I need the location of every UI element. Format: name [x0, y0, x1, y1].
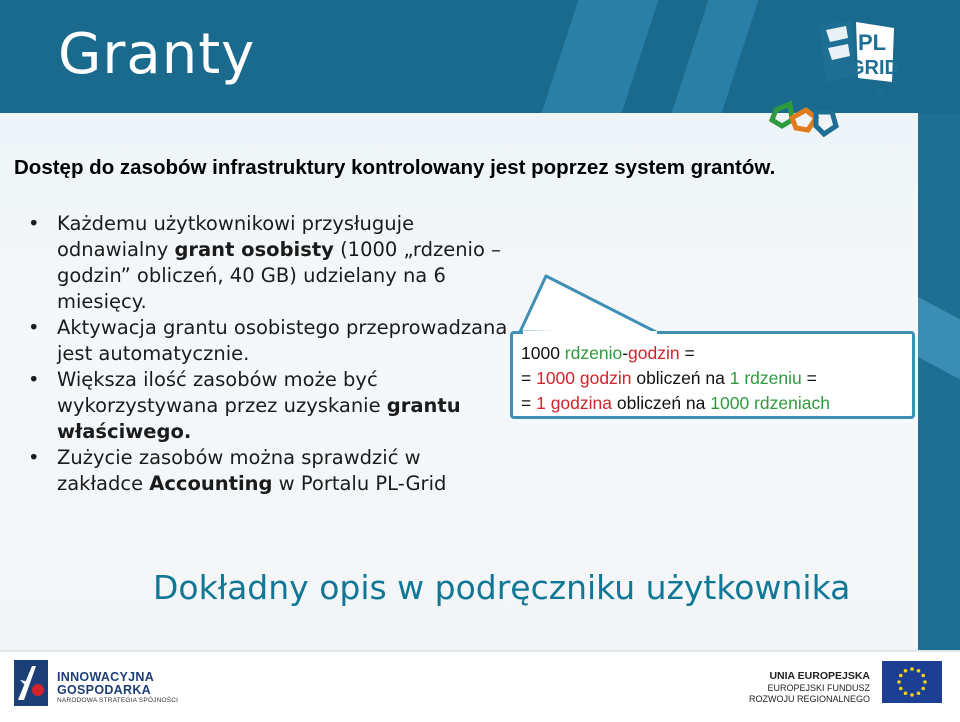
- footer-right-line3: ROZWOJU REGIONALNEGO: [748, 694, 870, 704]
- plgrid-logo-pl: PL: [857, 30, 887, 55]
- text-run: Większa ilość zasobów może być wykorzystywana przez uzyskanie: [57, 368, 387, 417]
- eu-star-icon: [899, 674, 903, 678]
- eu-star-icon: [904, 669, 908, 673]
- eu-star-icon: [921, 674, 925, 678]
- text-run: rdzenio: [564, 343, 623, 363]
- eu-star-icon: [917, 669, 921, 673]
- callout-seam: [523, 331, 657, 335]
- text-run: -: [622, 343, 629, 363]
- footer-right-line1: UNIA EUROPEJSKA: [769, 670, 870, 682]
- bullet-dot-icon: •: [28, 446, 40, 469]
- bullet-item: [22, 315, 512, 367]
- text-run: 1000 godzin: [536, 368, 632, 388]
- text-run: Accounting: [149, 472, 273, 495]
- text-run: 1000: [521, 343, 565, 363]
- eu-flag-icon: [882, 661, 942, 703]
- bullet-item: [22, 445, 512, 497]
- bullet-dot-icon: •: [28, 316, 40, 339]
- eu-star-icon: [921, 687, 925, 691]
- eu-star-icon: [910, 693, 914, 697]
- plgrid-logo: [812, 16, 902, 100]
- callout-line: [521, 366, 904, 391]
- eu-star-icon: [897, 680, 901, 684]
- side-band: [918, 113, 960, 650]
- intro-text: Dostęp do zasobów infrastruktury kontrolowany jest poprzez system grantów.: [14, 156, 776, 179]
- header-stripe: [542, 0, 659, 113]
- footer-left-line2: GOSPODARKA: [57, 683, 151, 697]
- eu-star-icon: [923, 680, 927, 684]
- text-run: grant osobisty: [174, 238, 334, 261]
- bullet-text: [57, 446, 446, 495]
- manual-link[interactable]: Dokładny opis w podręczniku użytkownika: [153, 568, 851, 607]
- bullet-text: [57, 212, 501, 313]
- callout-box: [510, 331, 915, 419]
- bullet-text: [57, 316, 507, 365]
- callout-line: [521, 391, 904, 416]
- text-run: 1 rdzeniu: [729, 368, 802, 388]
- text-run: (1000 „rdzenio – godzin” obliczeń, 40 GB) udzielany na 6 miesięcy.: [57, 238, 501, 313]
- text-run: =: [679, 343, 695, 363]
- text-run: Każdemu użytkownikowi przysługuje odnawialny: [57, 212, 415, 261]
- text-run: grantu właściwego.: [57, 394, 461, 443]
- bullet-dot-icon: •: [28, 368, 40, 391]
- bullet-item: [22, 367, 512, 445]
- qcg-logo-text: QCG: [803, 142, 807, 143]
- text-run: godzin: [628, 343, 680, 363]
- eu-star-icon: [899, 687, 903, 691]
- eu-star-icon: [904, 691, 908, 695]
- bullet-text: [57, 368, 461, 443]
- plgrid-logo-plus: +: [875, 83, 885, 99]
- text-run: =: [521, 393, 537, 413]
- qcg-logo: [768, 98, 842, 144]
- plgrid-logo-grid: GRID: [849, 57, 899, 79]
- text-run: obliczeń na: [631, 368, 730, 388]
- header-stripe: [672, 0, 759, 113]
- text-run: Aktywacja grantu osobistego przeprowadzana jest automatycznie.: [57, 316, 508, 365]
- bullet-item: [22, 211, 512, 315]
- page-title: Granty: [58, 22, 256, 87]
- text-run: Zużycie zasobów można sprawdzić w zakładce: [57, 446, 421, 495]
- text-run: 1 godzina: [536, 393, 612, 413]
- text-run: w Portalu PL-Grid: [272, 472, 447, 495]
- eu-star-icon: [917, 691, 921, 695]
- bullet-dot-icon: •: [28, 212, 40, 235]
- callout-line: [521, 341, 904, 366]
- text-run: =: [521, 368, 537, 388]
- footer-right-line2: EUROPEJSKI FUNDUSZ: [767, 683, 870, 693]
- side-band-stripe: [918, 292, 960, 395]
- text-run: =: [801, 368, 817, 388]
- text-run: obliczeń na: [612, 393, 711, 413]
- footer-left-line3: NARODOWA STRATEGIA SPÓJNOŚCI: [57, 697, 179, 704]
- innowacyjna-gospodarka-logo: [14, 660, 48, 706]
- footer-left-line1: INNOWACYJNA: [57, 670, 155, 684]
- bullet-list: [22, 211, 512, 497]
- eu-star-icon: [910, 667, 914, 671]
- text-run: 1000 rdzeniach: [710, 393, 830, 413]
